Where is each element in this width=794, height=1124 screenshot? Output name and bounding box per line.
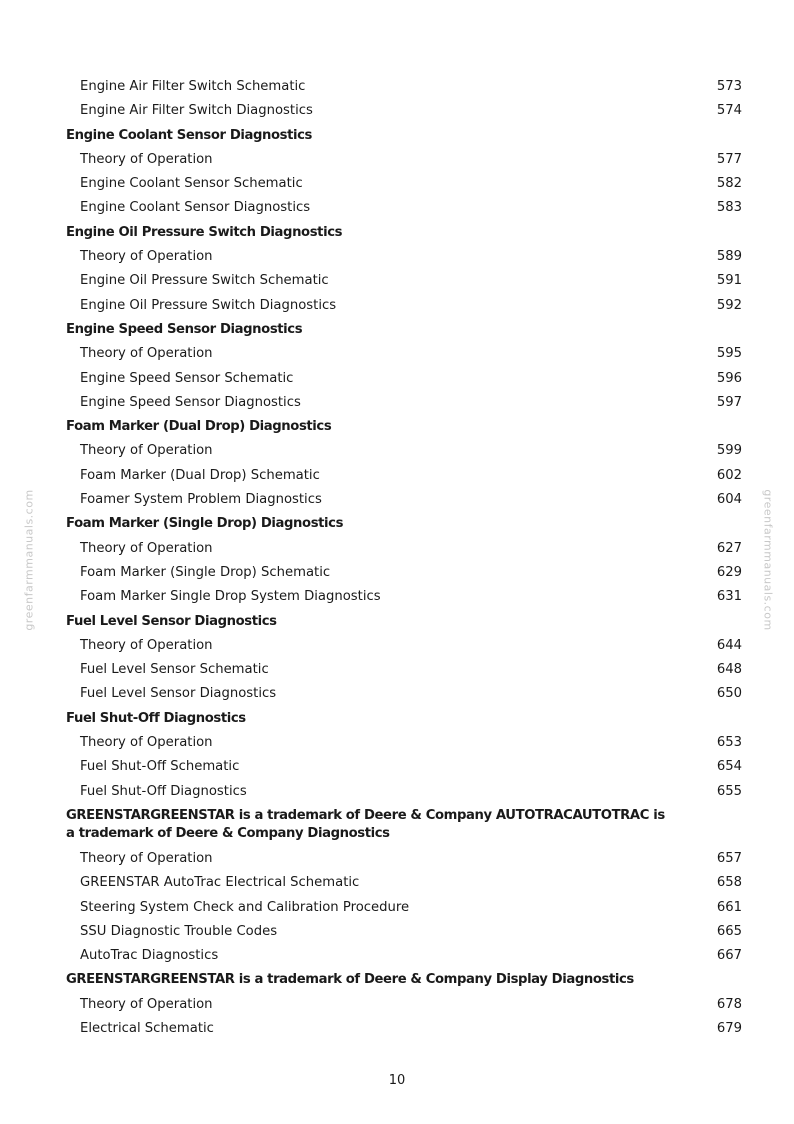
toc-entry-title: Engine Coolant Sensor Diagnostics	[80, 200, 311, 216]
toc-entry[interactable]	[0, 585, 794, 609]
toc-entry[interactable]	[0, 488, 794, 512]
toc-page-number: 650	[716, 686, 742, 702]
page-number: 10	[388, 1073, 406, 1088]
toc-heading-title: Foam Marker (Single Drop) Diagnostics	[66, 516, 344, 532]
toc-entry[interactable]	[0, 561, 794, 585]
toc-page-number: 589	[716, 249, 742, 265]
toc-page-number: 654	[716, 759, 742, 775]
toc-entry-title: Engine Coolant Sensor Schematic	[80, 176, 303, 192]
toc-heading-title: Foam Marker (Dual Drop) Diagnostics	[66, 419, 332, 435]
toc-page-number: 596	[716, 370, 742, 386]
toc-entry-title: Engine Air Filter Switch Schematic	[80, 79, 306, 94]
toc-entry-title: GREENSTAR AutoTrac Electrical Schematic	[80, 875, 360, 891]
toc-page-number: 665	[716, 923, 742, 939]
toc-page-number: 577	[716, 151, 742, 167]
toc-entry-title: Engine Oil Pressure Switch Diagnostics	[80, 297, 337, 313]
watermark-right: greenfarmmanuals.com	[761, 489, 775, 631]
toc-heading-title: GREENSTARGREENSTAR is a trademark of Deere & Company AUTOTRACAUTOTRAC is a trademark of Deere & Company Diagnostics	[66, 807, 665, 841]
toc-page-number: 658	[716, 875, 742, 891]
toc-section-heading[interactable]	[0, 804, 794, 847]
toc-page-number: 667	[716, 948, 742, 964]
toc-heading-title: Engine Speed Sensor Diagnostics	[66, 321, 303, 337]
toc-section-heading[interactable]	[0, 318, 794, 342]
toc-entry[interactable]	[0, 658, 794, 682]
toc-entry-title: Theory of Operation	[80, 637, 213, 653]
toc-entry[interactable]	[0, 99, 794, 123]
toc-entry-title: Electrical Schematic	[80, 1020, 214, 1036]
toc-entry-title: SSU Diagnostic Trouble Codes	[80, 923, 278, 939]
toc-page-number: 592	[716, 297, 742, 313]
toc-entry[interactable]	[0, 439, 794, 463]
toc-entry[interactable]	[0, 1017, 794, 1041]
toc-page-number: 629	[716, 564, 742, 580]
toc-entry[interactable]	[0, 464, 794, 488]
toc-entry[interactable]	[0, 871, 794, 895]
toc-page-number: 574	[716, 103, 742, 119]
toc-entry-title: Engine Speed Sensor Diagnostics	[80, 394, 301, 410]
table-of-contents	[0, 75, 794, 1041]
toc-entry[interactable]	[0, 245, 794, 269]
toc-section-heading[interactable]	[0, 707, 794, 731]
toc-entry[interactable]	[0, 148, 794, 172]
toc-page-number: 644	[716, 637, 742, 653]
toc-page-number: 679	[716, 1020, 742, 1036]
toc-page-number: 582	[716, 176, 742, 192]
toc-entry[interactable]	[0, 537, 794, 561]
toc-entry-title: Theory of Operation	[80, 540, 213, 556]
toc-page-number: 595	[716, 346, 742, 362]
toc-entry[interactable]	[0, 755, 794, 779]
toc-section-heading[interactable]	[0, 512, 794, 536]
toc-page-number: 591	[716, 273, 742, 289]
toc-entry[interactable]	[0, 780, 794, 804]
toc-heading-title: Engine Oil Pressure Switch Diagnostics	[66, 224, 343, 240]
toc-page-number: 602	[716, 467, 742, 483]
toc-heading-title: GREENSTARGREENSTAR is a trademark of Deere & Company Display Diagnostics	[66, 972, 634, 988]
toc-section-heading[interactable]	[0, 610, 794, 634]
toc-entry[interactable]	[0, 172, 794, 196]
toc-entry-title: Engine Air Filter Switch Diagnostics	[80, 103, 313, 119]
toc-entry[interactable]	[0, 634, 794, 658]
toc-entry-title: Theory of Operation	[80, 346, 213, 362]
toc-page-number: 627	[716, 540, 742, 556]
toc-entry-title: Fuel Shut-Off Diagnostics	[80, 783, 247, 799]
toc-entry-title: Foam Marker (Single Drop) Schematic	[80, 564, 331, 580]
toc-entry-title: Theory of Operation	[80, 996, 213, 1012]
toc-page-number: 655	[716, 783, 742, 799]
toc-entry-title: Foam Marker (Dual Drop) Schematic	[80, 467, 320, 483]
toc-entry-title: AutoTrac Diagnostics	[80, 948, 219, 964]
toc-page-number: 657	[716, 850, 742, 866]
toc-entry-title: Foam Marker Single Drop System Diagnostics	[80, 589, 381, 605]
toc-entry[interactable]	[0, 294, 794, 318]
toc-page-number: 597	[716, 394, 742, 410]
toc-entry-title: Theory of Operation	[80, 850, 213, 866]
toc-page-number: 583	[716, 200, 742, 216]
toc-entry-title: Theory of Operation	[80, 151, 213, 167]
toc-entry[interactable]	[0, 993, 794, 1017]
toc-entry[interactable]	[0, 682, 794, 706]
toc-entry[interactable]	[0, 920, 794, 944]
toc-entry-title: Foamer System Problem Diagnostics	[80, 492, 322, 508]
toc-page-number: 678	[716, 996, 742, 1012]
toc-section-heading[interactable]	[0, 124, 794, 148]
toc-entry[interactable]	[0, 896, 794, 920]
toc-heading-title: Fuel Shut-Off Diagnostics	[66, 710, 246, 726]
watermark-left: greenfarmmanuals.com	[22, 489, 36, 631]
toc-heading-title: Fuel Level Sensor Diagnostics	[66, 613, 277, 629]
toc-entry[interactable]	[0, 269, 794, 293]
toc-section-heading[interactable]	[0, 221, 794, 245]
toc-entry-title: Fuel Shut-Off Schematic	[80, 759, 240, 775]
toc-page-number: 648	[716, 662, 742, 678]
toc-entry-title: Theory of Operation	[80, 443, 213, 459]
toc-entry-title: Steering System Check and Calibration Procedure	[80, 899, 410, 915]
toc-entry-title: Engine Speed Sensor Schematic	[80, 370, 294, 386]
toc-heading-title: Engine Coolant Sensor Diagnostics	[66, 127, 313, 143]
toc-entry[interactable]	[0, 75, 794, 99]
toc-entry[interactable]	[0, 391, 794, 415]
toc-entry[interactable]	[0, 944, 794, 968]
toc-entry[interactable]	[0, 196, 794, 220]
toc-section-heading[interactable]	[0, 415, 794, 439]
toc-page-number: 599	[716, 443, 742, 459]
toc-entry-title: Theory of Operation	[80, 249, 213, 265]
toc-page-number: 661	[716, 899, 742, 915]
toc-entry[interactable]	[0, 731, 794, 755]
toc-entry[interactable]	[0, 367, 794, 391]
toc-entry-title: Fuel Level Sensor Diagnostics	[80, 686, 277, 702]
toc-page-number: 653	[716, 735, 742, 751]
toc-page-number: 604	[716, 492, 742, 508]
toc-entry[interactable]	[0, 342, 794, 366]
toc-entry[interactable]	[0, 847, 794, 871]
toc-page-number: 631	[716, 589, 742, 605]
toc-entry-title: Fuel Level Sensor Schematic	[80, 662, 269, 678]
toc-entry-title: Engine Oil Pressure Switch Schematic	[80, 273, 329, 289]
toc-entry-title: Theory of Operation	[80, 735, 213, 751]
toc-page-number: 573	[716, 79, 742, 94]
toc-section-heading[interactable]	[0, 968, 794, 992]
